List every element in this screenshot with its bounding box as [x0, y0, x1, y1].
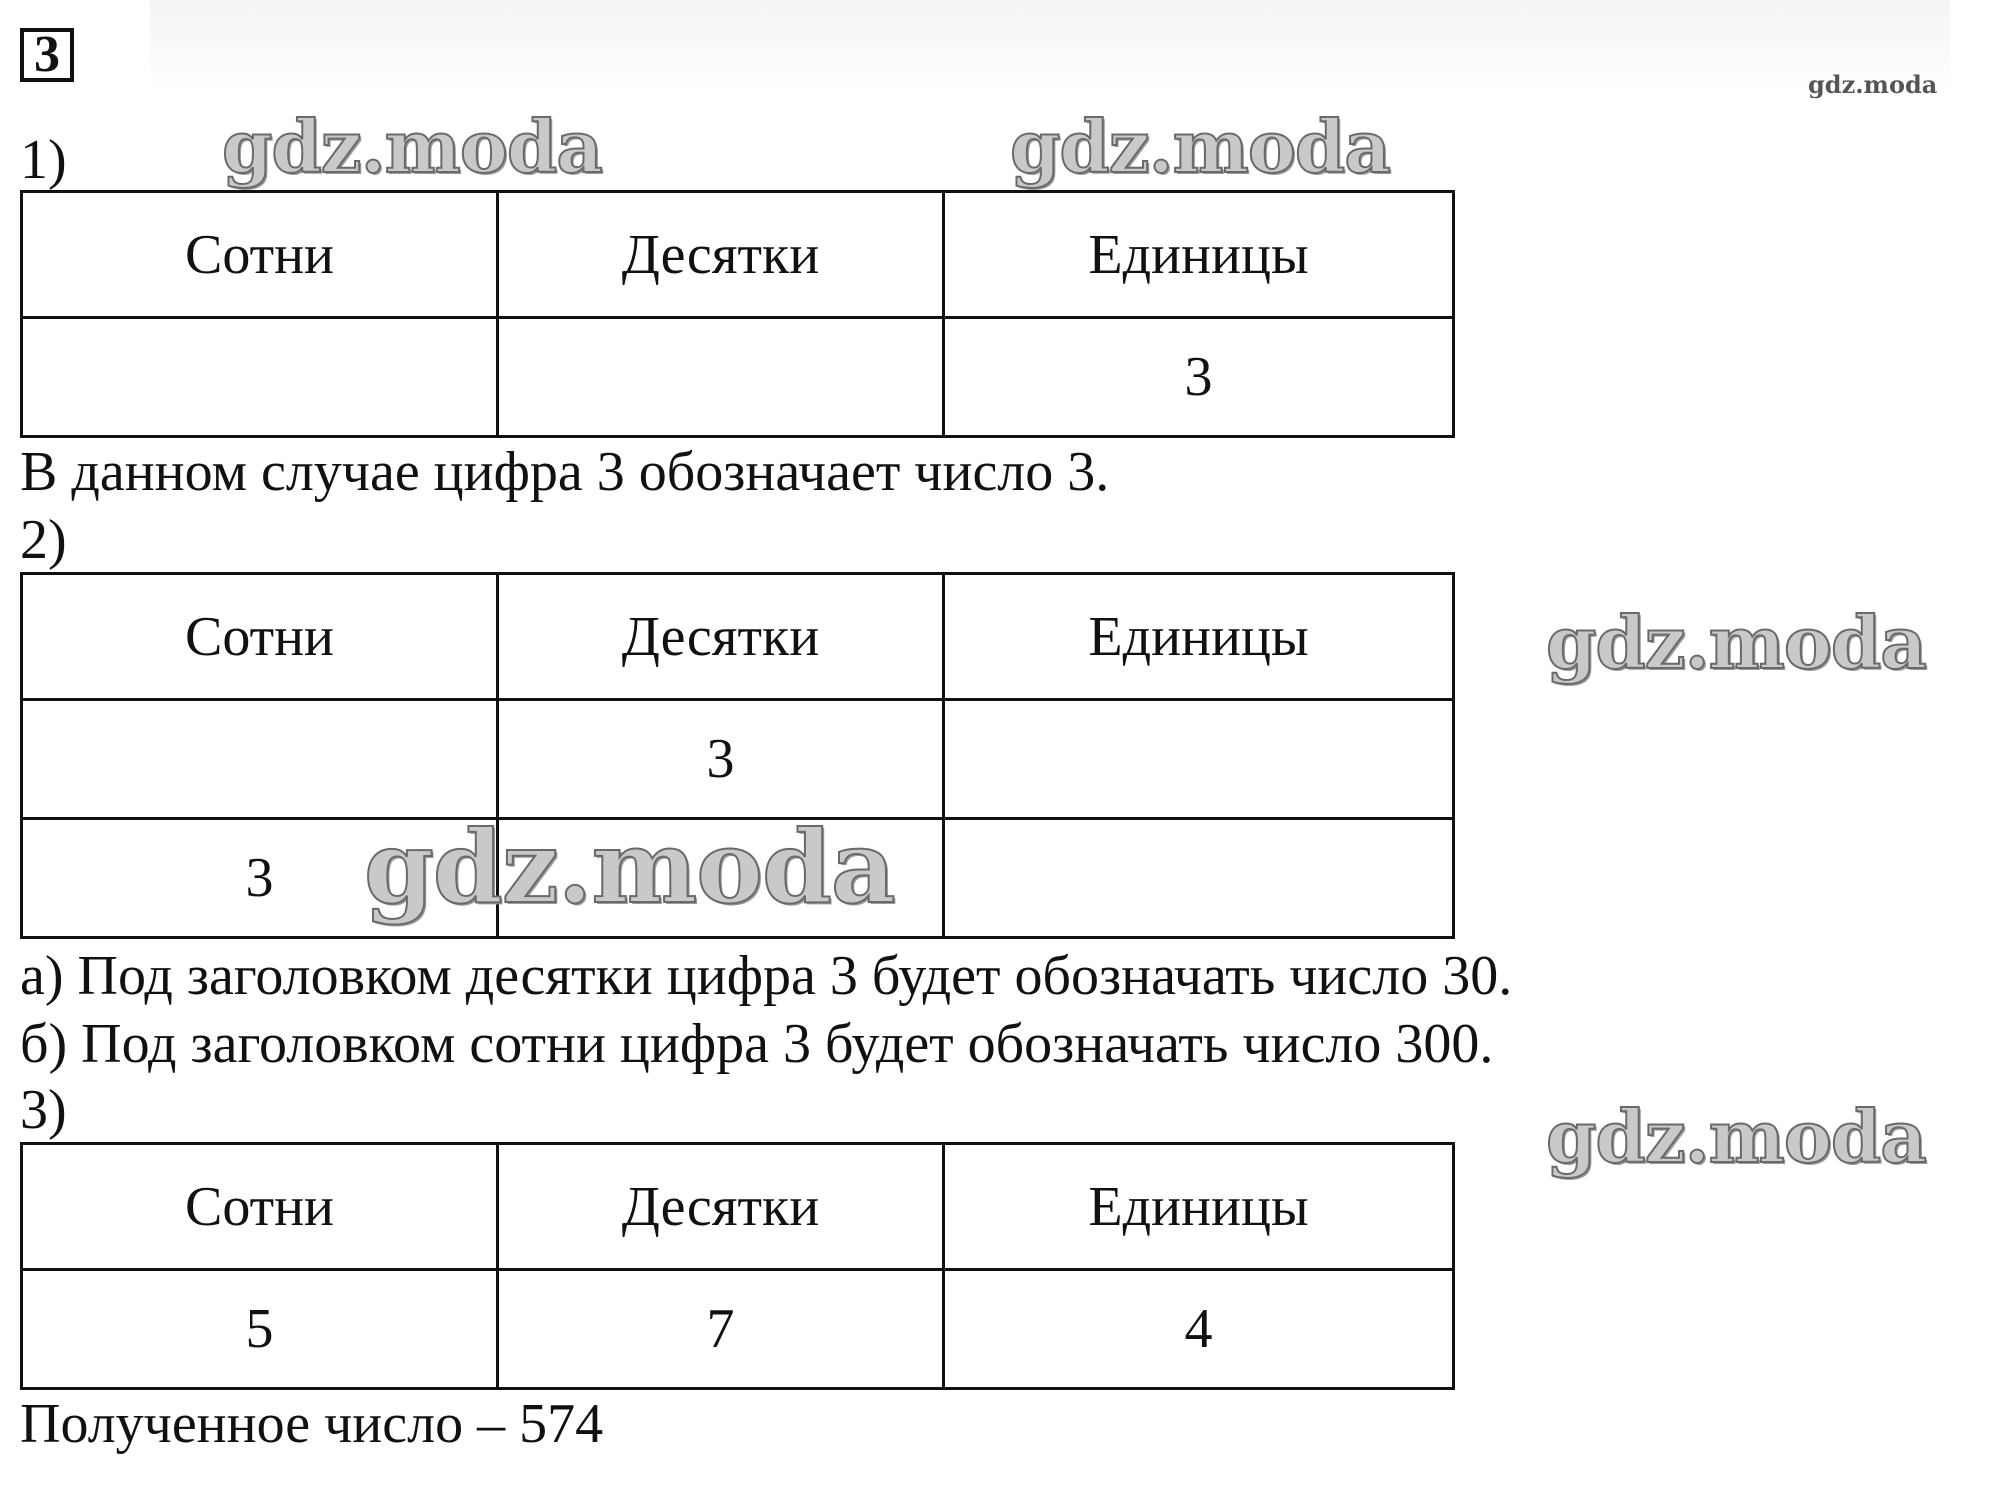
cell-units [944, 700, 1454, 819]
header-hundreds: Сотни [22, 192, 498, 318]
place-value-table-3 [20, 1142, 1455, 1390]
cell-units: 4 [944, 1270, 1454, 1389]
header-units: Единицы [944, 1144, 1454, 1270]
cell-hundreds: 5 [22, 1270, 498, 1389]
cell-tens [498, 318, 944, 437]
header-hundreds: Сотни [22, 1144, 498, 1270]
watermark: gdz.moda [364, 808, 895, 926]
part2-answer-a: а) Под заголовком десятки цифра 3 будет обозначать число 30. [20, 945, 1513, 1007]
header-units: Единицы [944, 192, 1454, 318]
table-header-row [22, 192, 1454, 318]
part1-conclusion: В данном случае цифра 3 обозначает число 3. [20, 441, 1110, 503]
watermark-small: gdz.moda [1808, 70, 1938, 99]
header-tens: Десятки [498, 192, 944, 318]
header-hundreds: Сотни [22, 574, 498, 700]
header-units: Единицы [944, 574, 1454, 700]
cell-tens: 7 [498, 1270, 944, 1389]
cell-hundreds [22, 700, 498, 819]
watermark: gdz.moda [1546, 600, 1926, 685]
task-number: 3 [20, 28, 74, 82]
table-row [22, 700, 1454, 819]
watermark: gdz.moda [1010, 104, 1390, 189]
part3-conclusion: Полученное число – 574 [20, 1393, 604, 1455]
place-value-table-1 [20, 190, 1455, 438]
part1-label: 1) [20, 129, 67, 191]
part2-answer-b: б) Под заголовком сотни цифра 3 будет обозначать число 300. [20, 1013, 1494, 1075]
cell-hundreds: 3 [22, 819, 498, 938]
cell-tens: 3 [498, 700, 944, 819]
watermark: gdz.moda [222, 104, 602, 189]
header-tens: Десятки [498, 574, 944, 700]
part2-label: 2) [20, 509, 67, 571]
cell-units: 3 [944, 318, 1454, 437]
watermark: gdz.moda [1546, 1094, 1926, 1179]
header-tens: Десятки [498, 1144, 944, 1270]
cell-units [944, 819, 1454, 938]
table-header-row [22, 1144, 1454, 1270]
part3-label: 3) [20, 1079, 67, 1141]
cell-hundreds [22, 318, 498, 437]
table-header-row [22, 574, 1454, 700]
scan-artifact [150, 0, 1950, 90]
table-row [22, 1270, 1454, 1389]
table-row [22, 318, 1454, 437]
